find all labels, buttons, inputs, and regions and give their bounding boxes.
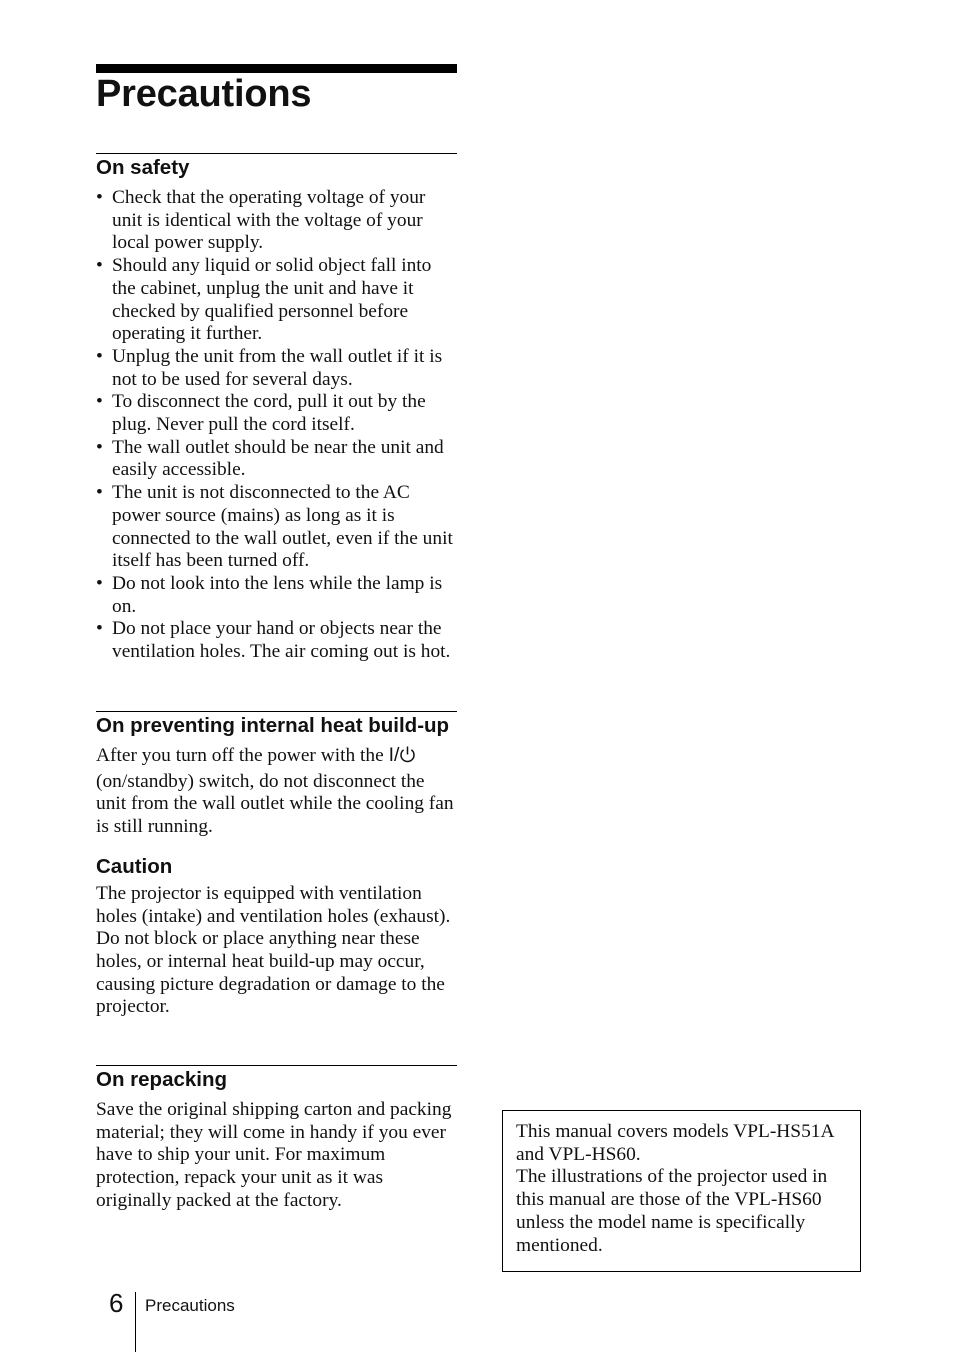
- bullet-icon: •: [96, 391, 103, 413]
- footer-divider: [135, 1292, 136, 1352]
- page-title: Precautions: [96, 73, 312, 115]
- list-item: [96, 618, 457, 663]
- bullet-icon: •: [96, 345, 103, 367]
- list-item: [96, 187, 457, 255]
- list-item-text: Check that the operating voltage of your unit is identical with the voltage of your local power supply.: [112, 187, 426, 254]
- repacking-paragraph: Save the original shipping carton and packing material; they will come in handy if you ever have to ship your unit. For maximum protection, repack your unit as it was originally packed at the factory.: [96, 1099, 452, 1211]
- page-number: 6: [109, 1288, 124, 1318]
- bullet-icon: •: [96, 618, 103, 640]
- heat-text-after: (on/standby) switch, do not disconnect the unit from the wall outlet while the cooling fan is still running.: [96, 770, 454, 838]
- safety-list: [96, 187, 457, 664]
- list-item: [96, 391, 457, 436]
- repacking-heading: On repacking: [96, 1068, 228, 1091]
- bullet-icon: •: [96, 572, 103, 594]
- bullet-icon: •: [96, 436, 103, 458]
- list-item-text: To disconnect the cord, pull it out by the plug. Never pull the cord itself.: [112, 391, 426, 436]
- heat-text-before: After you turn off the power with the: [96, 745, 389, 766]
- bullet-icon: •: [96, 187, 103, 208]
- list-item: [96, 346, 457, 391]
- safety-heading: On safety: [96, 156, 190, 179]
- heat-section: [96, 711, 457, 1019]
- list-item-text: Do not look into the lens while the lamp is on.: [112, 572, 443, 617]
- list-item-text: The unit is not disconnected to the AC power source (mains) as long as it is connected to the wall outlet, even if the unit itself has been turned off.: [112, 482, 453, 572]
- bullet-icon: •: [96, 255, 103, 277]
- note-line-2: The illustrations of the projector used in this manual are those of the VPL-HS60 unless the model name is specifically mentioned.: [516, 1166, 828, 1256]
- list-item-text: Should any liquid or solid object fall into the cabinet, unplug the unit and have it checked by qualified personnel before operating it further.: [112, 255, 432, 345]
- power-standby-icon: [399, 745, 416, 771]
- footer-section-label: Precautions: [145, 1296, 235, 1315]
- list-item: [96, 573, 457, 618]
- list-item-text: The wall outlet should be near the unit and easily accessible.: [112, 436, 444, 481]
- caution-paragraph: The projector is equipped with ventilation holes (intake) and ventilation holes (exhaust). Do not block or place anything near these holes, or internal heat build-up may occur, causing picture degradation or damage to the projector.: [96, 882, 451, 1018]
- model-note-box: [502, 1110, 861, 1272]
- heat-heading: On preventing internal heat build-up: [96, 714, 450, 737]
- list-item: [96, 437, 457, 482]
- note-line-1: This manual covers models VPL-HS51A and VPL-HS60.: [516, 1121, 834, 1165]
- switch-symbol: I/: [388, 744, 400, 766]
- safety-section: [96, 153, 457, 664]
- repacking-section: [96, 1065, 457, 1213]
- list-item-text: Unplug the unit from the wall outlet if it is not to be used for several days.: [112, 345, 443, 390]
- heat-paragraph: [96, 744, 457, 839]
- bullet-icon: •: [96, 482, 103, 504]
- list-item: [96, 255, 457, 346]
- list-item-text: Do not place your hand or objects near the ventilation holes. The air coming out is hot.: [112, 618, 451, 663]
- list-item: [96, 482, 457, 573]
- caution-heading: Caution: [96, 854, 173, 878]
